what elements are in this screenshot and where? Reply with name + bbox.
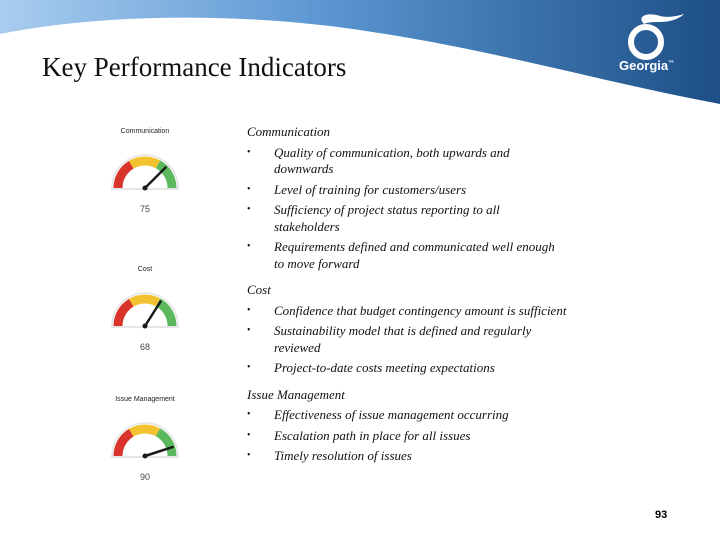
bullet-list — [247, 303, 567, 377]
gauge-dial — [108, 278, 182, 338]
gauge-value: 75 — [139, 204, 150, 214]
georgia-logo-text: Georgia™ — [619, 58, 675, 73]
bullet-item: • Quality of communication, both upwards and downwards — [247, 145, 567, 178]
bullet-item: • Requirements defined and communicated well enough to move forward — [247, 239, 567, 272]
bullet-item: • Effectiveness of issue management occurring — [247, 407, 567, 424]
page-number: 93 — [655, 509, 668, 521]
section-cost — [247, 282, 567, 377]
gauge-label: Issue Management — [115, 396, 175, 403]
gauge-green-band — [158, 432, 172, 456]
gauge-hub — [143, 186, 148, 191]
gauge-yellow-band — [131, 299, 158, 303]
section-heading: Cost — [247, 282, 271, 297]
gauge-red-band — [118, 303, 131, 326]
gauge-needle — [145, 302, 161, 326]
bullet-item: • Sufficiency of project status reporting to all stakeholders — [247, 202, 567, 235]
section-communication — [247, 124, 567, 272]
gauge-communication — [104, 126, 186, 222]
page-title: Key Performance Indicators — [42, 52, 347, 82]
gauge-red-band — [118, 165, 131, 188]
gauge-red-band — [118, 433, 131, 456]
gauge-issue-management — [104, 394, 186, 490]
bullet-item: • Level of training for customers/users — [247, 182, 567, 199]
georgia-logo-mark — [626, 12, 694, 62]
bullet-item: • Project-to-date costs meeting expectations — [247, 360, 567, 377]
gauge-cost — [104, 264, 186, 360]
gauge-yellow-band — [131, 161, 158, 165]
gauge-yellow-band — [131, 429, 158, 433]
bullet-item: • Escalation path in place for all issues — [247, 428, 567, 445]
kpi-description-list — [247, 124, 567, 475]
gauge-green-band — [158, 302, 172, 326]
gauge-hub — [143, 454, 148, 459]
gauge-value: 68 — [139, 342, 150, 352]
bullet-list — [247, 145, 567, 273]
section-heading: Issue Management — [247, 386, 345, 402]
gauge-dial — [108, 140, 182, 200]
gauge-hub — [143, 324, 148, 329]
section-heading: Communication — [247, 124, 331, 139]
gauge-dial — [108, 408, 182, 468]
section-issue-management — [247, 387, 567, 465]
gauge-value: 90 — [139, 472, 150, 482]
bullet-item: • Confidence that budget contingency amount is sufficient — [247, 303, 567, 320]
gauge-label: Cost — [137, 266, 153, 273]
bullet-item: • Timely resolution of issues — [247, 448, 567, 465]
bullet-item: • Sustainability model that is defined and regularly reviewed — [247, 323, 567, 356]
gauge-needle — [145, 167, 166, 188]
bullet-list — [247, 407, 567, 465]
gauge-label: Communication — [120, 128, 170, 135]
